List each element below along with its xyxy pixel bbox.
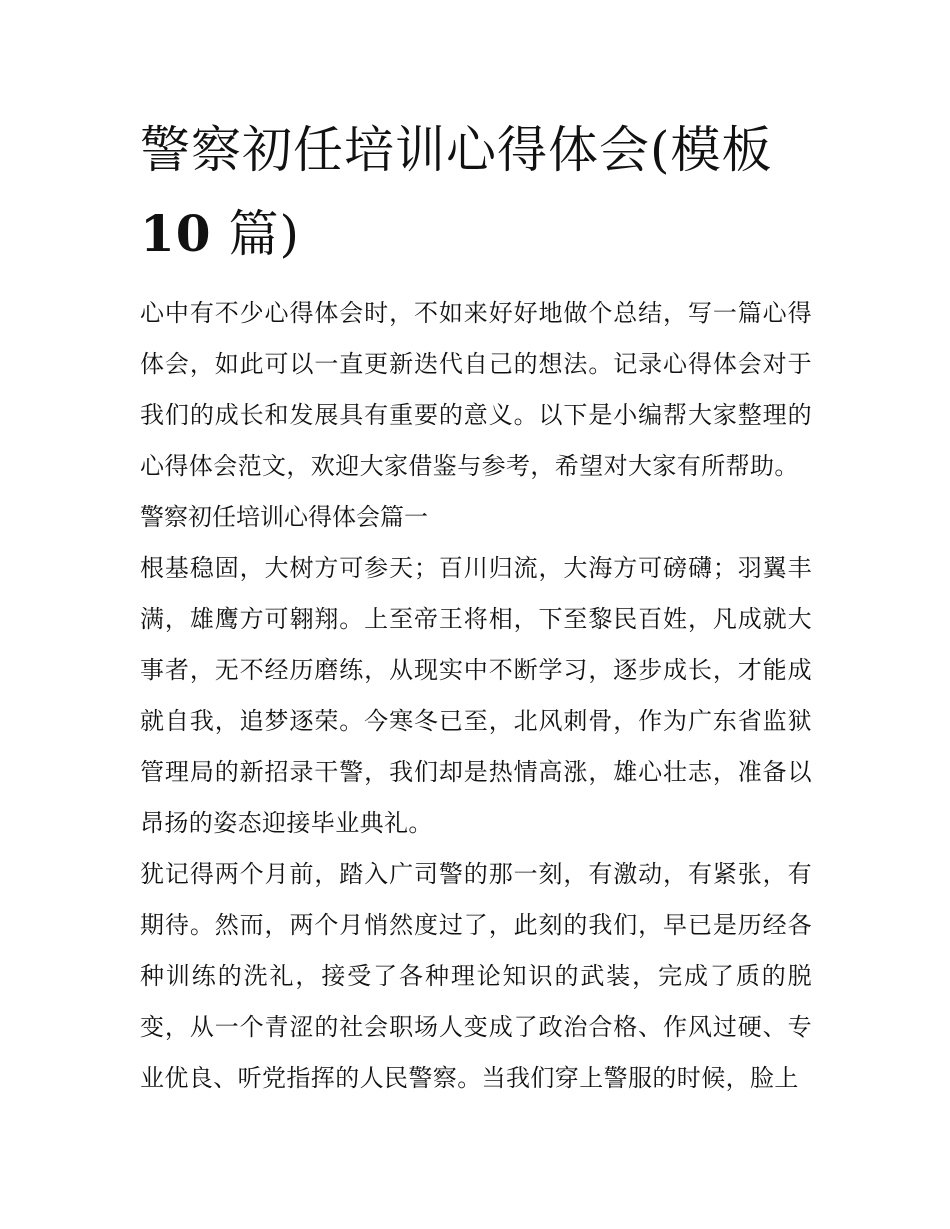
body-paragraph-1: 根基稳固，大树方可参天；百川归流，大海方可磅礴；羽翼丰满，雄鹰方可翱翔。上至帝王将相，下至黎民百姓，凡成就大事者，无不经历磨练，从现实中不断学习，逐步成长，才能成就自我，追梦逐荣。今寒冬已至，北风刺骨，作为广东省监狱管理局的新招录干警，我们却是热情高涨，雄心壮志，准备以昂扬的姿态迎接毕业典礼。 — [140, 554, 812, 837]
section-heading: 警察初任培训心得体会篇一 — [140, 503, 428, 531]
title-text: 警察初任培训心得体会(模板 — [140, 121, 773, 179]
document-page — [140, 108, 812, 1104]
intro-paragraph: 心中有不少心得体会时，不如来好好地做个总结，写一篇心得体会，如此可以一直更新迭代自己的想法。记录心得体会对于我们的成长和发展具有重要的意义。以下是小编帮大家整理的心得体会范文，欢迎大家借鉴与参考，希望对大家有所帮助。 — [140, 299, 812, 480]
document-title — [140, 108, 780, 276]
body-paragraph-2: 犹记得两个月前，踏入广司警的那一刻，有激动，有紧张，有期待。然而，两个月悄然度过了，此刻的我们，早已是历经各种训练的洗礼，接受了各种理论知识的武装，完成了质的脱变，从一个青涩的社会职场人变成了政治合格、作风过硬、专业优良、听党指挥的人民警察。当我们穿上警服的时候，脸上 — [140, 860, 812, 1092]
title-number: 10 — [140, 204, 212, 263]
title-suffix: 篇) — [211, 205, 300, 263]
document-body — [140, 288, 812, 1104]
